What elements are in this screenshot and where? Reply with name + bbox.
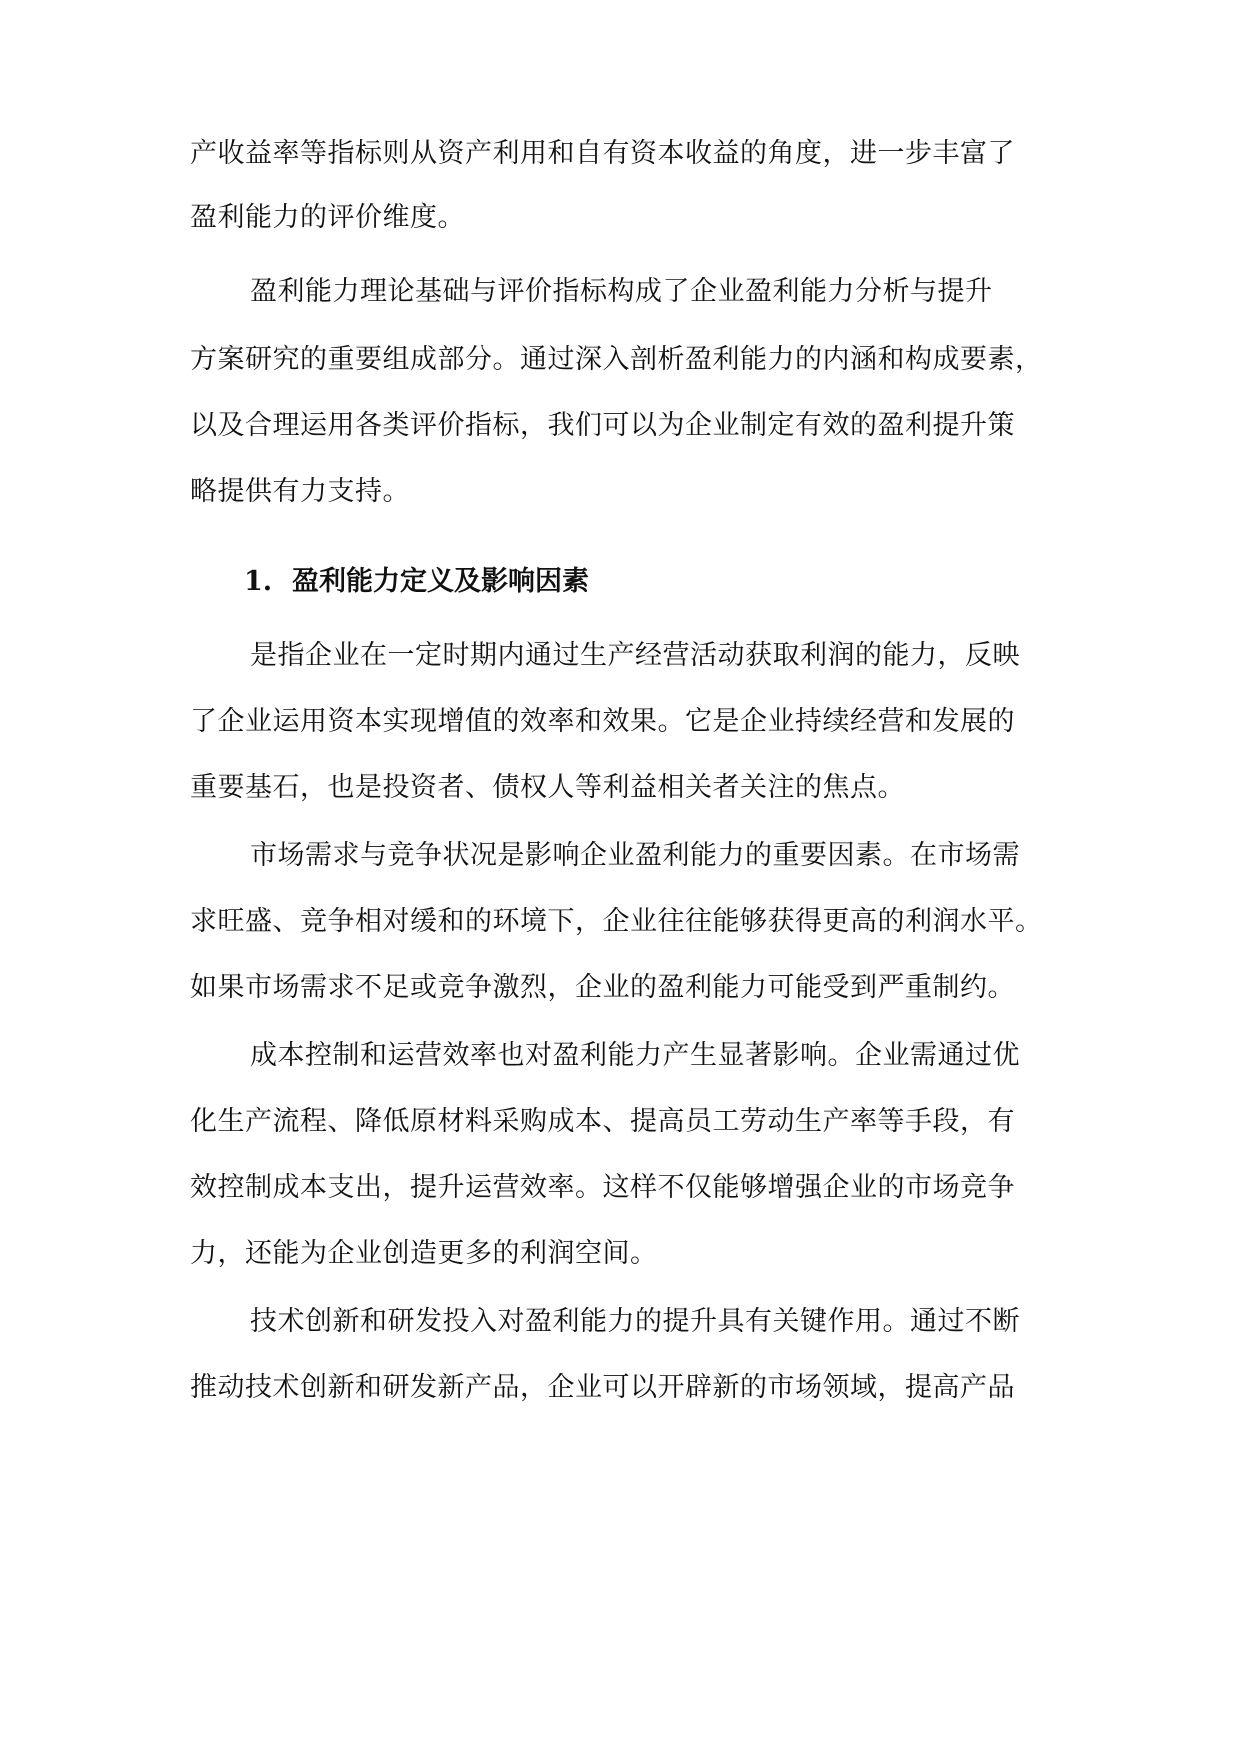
section-paragraph-2-line-1: 市场需求与竞争状况是影响企业盈利能力的重要因素。在市场需: [250, 840, 1020, 871]
section-paragraph-2-line-3: 如果市场需求不足或竞争激烈，企业的盈利能力可能受到严重制约。: [190, 972, 1015, 1003]
section-paragraph-1-line-3: 重要基石，也是投资者、债权人等利益相关者关注的焦点。: [190, 772, 905, 803]
section-paragraph-4-line-1: 技术创新和研发投入对盈利能力的提升具有关键作用。通过不断: [250, 1306, 1020, 1337]
section-paragraph-3-line-2: 化生产流程、降低原材料采购成本、提高员工劳动生产率等手段，有: [190, 1106, 1015, 1137]
section-title: 盈利能力定义及影响因素: [292, 566, 589, 597]
section-paragraph-3-line-1: 成本控制和运营效率也对盈利能力产生显著影响。企业需通过优: [250, 1040, 1020, 1071]
section-paragraph-1-line-2: 了企业运用资本实现增值的效率和效果。它是企业持续经营和发展的: [190, 706, 1015, 737]
section-heading: [244, 562, 589, 602]
section-paragraph-2-line-2: 求旺盛、竞争相对缓和的环境下，企业往往能够获得更高的利润水平。: [190, 906, 1043, 937]
paragraph-2-line-4: 略提供有力支持。: [190, 476, 410, 507]
section-paragraph-3-line-3: 效控制成本支出，提升运营效率。这样不仅能够增强企业的市场竞争: [190, 1172, 1015, 1203]
section-paragraph-3-line-4: 力，还能为企业创造更多的利润空间。: [190, 1238, 658, 1269]
paragraph-2-line-2: 方案研究的重要组成部分。通过深入剖析盈利能力的内涵和构成要素，: [190, 344, 1043, 375]
section-number: 1.: [244, 566, 273, 597]
paragraph-2-line-1: 盈利能力理论基础与评价指标构成了企业盈利能力分析与提升: [250, 276, 993, 307]
paragraph-2-line-3: 以及合理运用各类评价指标，我们可以为企业制定有效的盈利提升策: [190, 410, 1015, 441]
paragraph-1-line-1: 产收益率等指标则从资产利用和自有资本收益的角度，进一步丰富了: [190, 138, 1015, 169]
paragraph-1-line-2: 盈利能力的评价维度。: [190, 202, 465, 233]
section-paragraph-1-line-1: 是指企业在一定时期内通过生产经营活动获取利润的能力，反映: [250, 640, 1020, 671]
section-paragraph-4-line-2: 推动技术创新和研发新产品，企业可以开辟新的市场领域，提高产品: [190, 1372, 1015, 1403]
